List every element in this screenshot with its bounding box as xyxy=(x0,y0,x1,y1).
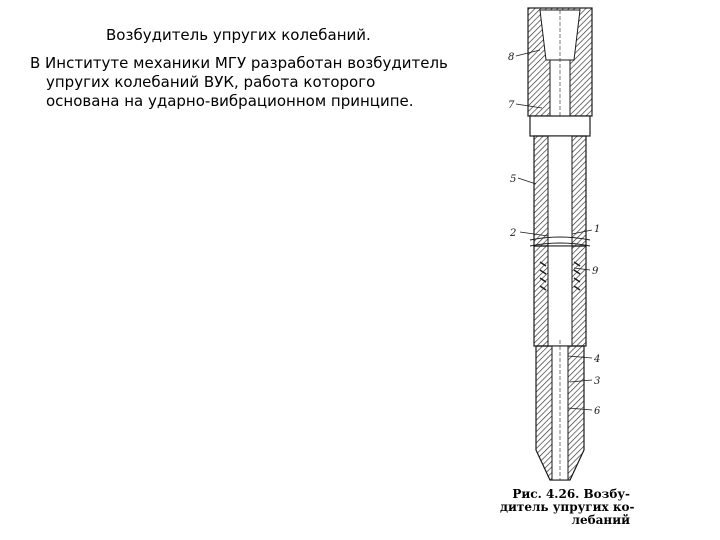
slide-title: Возбудитель упругих колебаний. xyxy=(106,26,371,44)
part-label-6: 6 xyxy=(594,406,601,417)
middle-body xyxy=(530,116,590,246)
head-section xyxy=(528,8,592,116)
body-line-2: упругих колебаний ВУК, работа которого xyxy=(46,73,376,91)
lower-nozzle xyxy=(536,340,584,480)
vibration-exciter-drawing xyxy=(490,0,720,540)
caption-line-3: лебаний xyxy=(571,513,630,527)
part-label-5: 5 xyxy=(510,174,517,185)
part-label-4: 4 xyxy=(594,354,601,365)
figure-caption xyxy=(500,487,635,527)
body-line-3: основана на ударно-вибрационном принципе. xyxy=(46,92,414,110)
part-label-2: 2 xyxy=(510,228,517,239)
part-label-7: 7 xyxy=(508,100,515,111)
body-paragraph xyxy=(30,54,450,111)
spring-section xyxy=(534,246,586,346)
part-label-3: 3 xyxy=(594,376,601,387)
part-label-1: 1 xyxy=(594,224,601,235)
part-label-8: 8 xyxy=(508,52,515,63)
part-label-9: 9 xyxy=(592,266,599,277)
caption-line-2: дитель упругих ко- xyxy=(500,500,635,514)
body-line-1: В Институте механики МГУ разработан возбудитель xyxy=(30,54,448,72)
caption-line-1: Рис. 4.26. Возбу- xyxy=(512,487,630,501)
